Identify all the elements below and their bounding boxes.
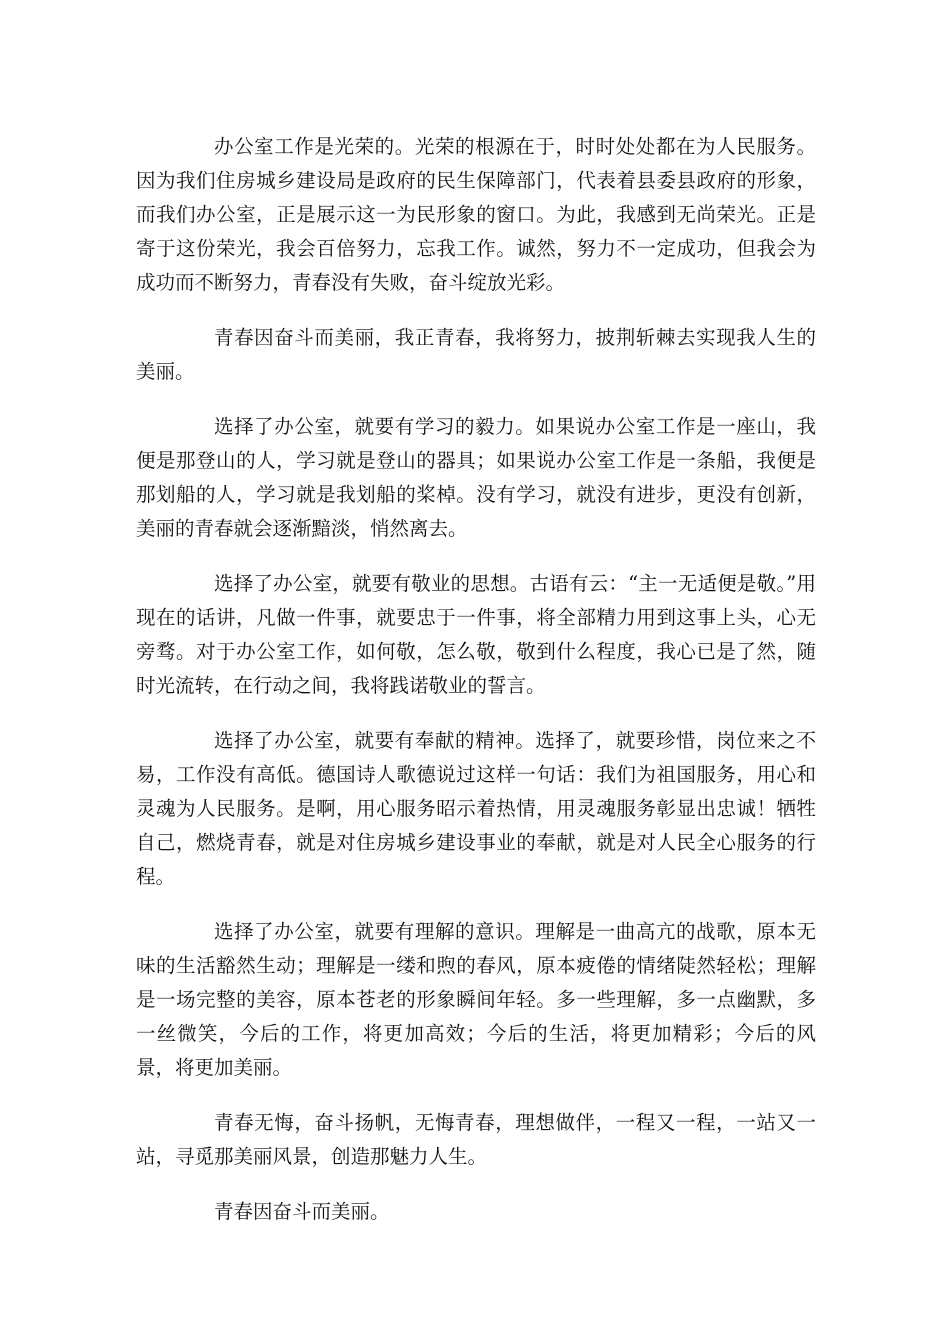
- paragraph-8: 青春因奋斗而美丽。: [214, 1200, 390, 1223]
- paragraph-5: 选择了办公室，就要有奉献的精神。选择了，就要珍惜，岗位来之不易，工作没有高低。德国诗人歌德说过这样一句话：我们为祖国服务，用心和灵魂为人民服务。是啊，用心服务昭示着热情，用灵魂服务彰显出忠诚！牺牲自己，燃烧青春，就是对住房城乡建设事业的奉献，就是对人民全心服务的行程。: [136, 729, 816, 888]
- paragraph-4: 选择了办公室，就要有敬业的思想。古语有云：“主一无适便是敬。”用现在的话讲，凡做一件事，就要忠于一件事，将全部精力用到这事上头，心无旁骛。对于办公室工作，如何敬，怎么敬，敬到什么程度，我心已是了然，随时光流转，在行动之间，我将践诺敬业的誓言。: [136, 572, 816, 697]
- paragraph-3: 选择了办公室，就要有学习的毅力。如果说办公室工作是一座山，我便是那登山的人，学习就是登山的器具；如果说办公室工作是一条船，我便是那划船的人，学习就是我划船的桨棹。没有学习，就没有进步，更没有创新，美丽的青春就会逐渐黯淡，悄然离去。: [136, 415, 816, 540]
- paragraph-2: 青春因奋斗而美丽，我正青春，我将努力，披荆斩棘去实现我人生的美丽。: [136, 326, 816, 383]
- document-body: [136, 130, 816, 1250]
- paragraph-6: 选择了办公室，就要有理解的意识。理解是一曲高亢的战歌，原本无味的生活豁然生动；理解是一缕和煦的春风，原本疲倦的情绪陡然轻松；理解是一场完整的美容，原本苍老的形象瞬间年轻。多一些理解，多一点幽默，多一丝微笑，今后的工作，将更加高效；今后的生活，将更加精彩；今后的风景，将更加美丽。: [136, 920, 816, 1079]
- paragraph-7: 青春无悔，奋斗扬帆，无悔青春，理想做伴，一程又一程，一站又一站，寻觅那美丽风景，创造那魅力人生。: [136, 1111, 816, 1168]
- paragraph-1: 办公室工作是光荣的。光荣的根源在于，时时处处都在为人民服务。因为我们住房城乡建设局是政府的民生保障部门，代表着县委县政府的形象，而我们办公室，正是展示这一为民形象的窗口。为此，我感到无尚荣光。正是寄于这份荣光，我会百倍努力，忘我工作。诚然，努力不一定成功，但我会为成功而不断努力，青春没有失败，奋斗绽放光彩。: [136, 135, 816, 294]
